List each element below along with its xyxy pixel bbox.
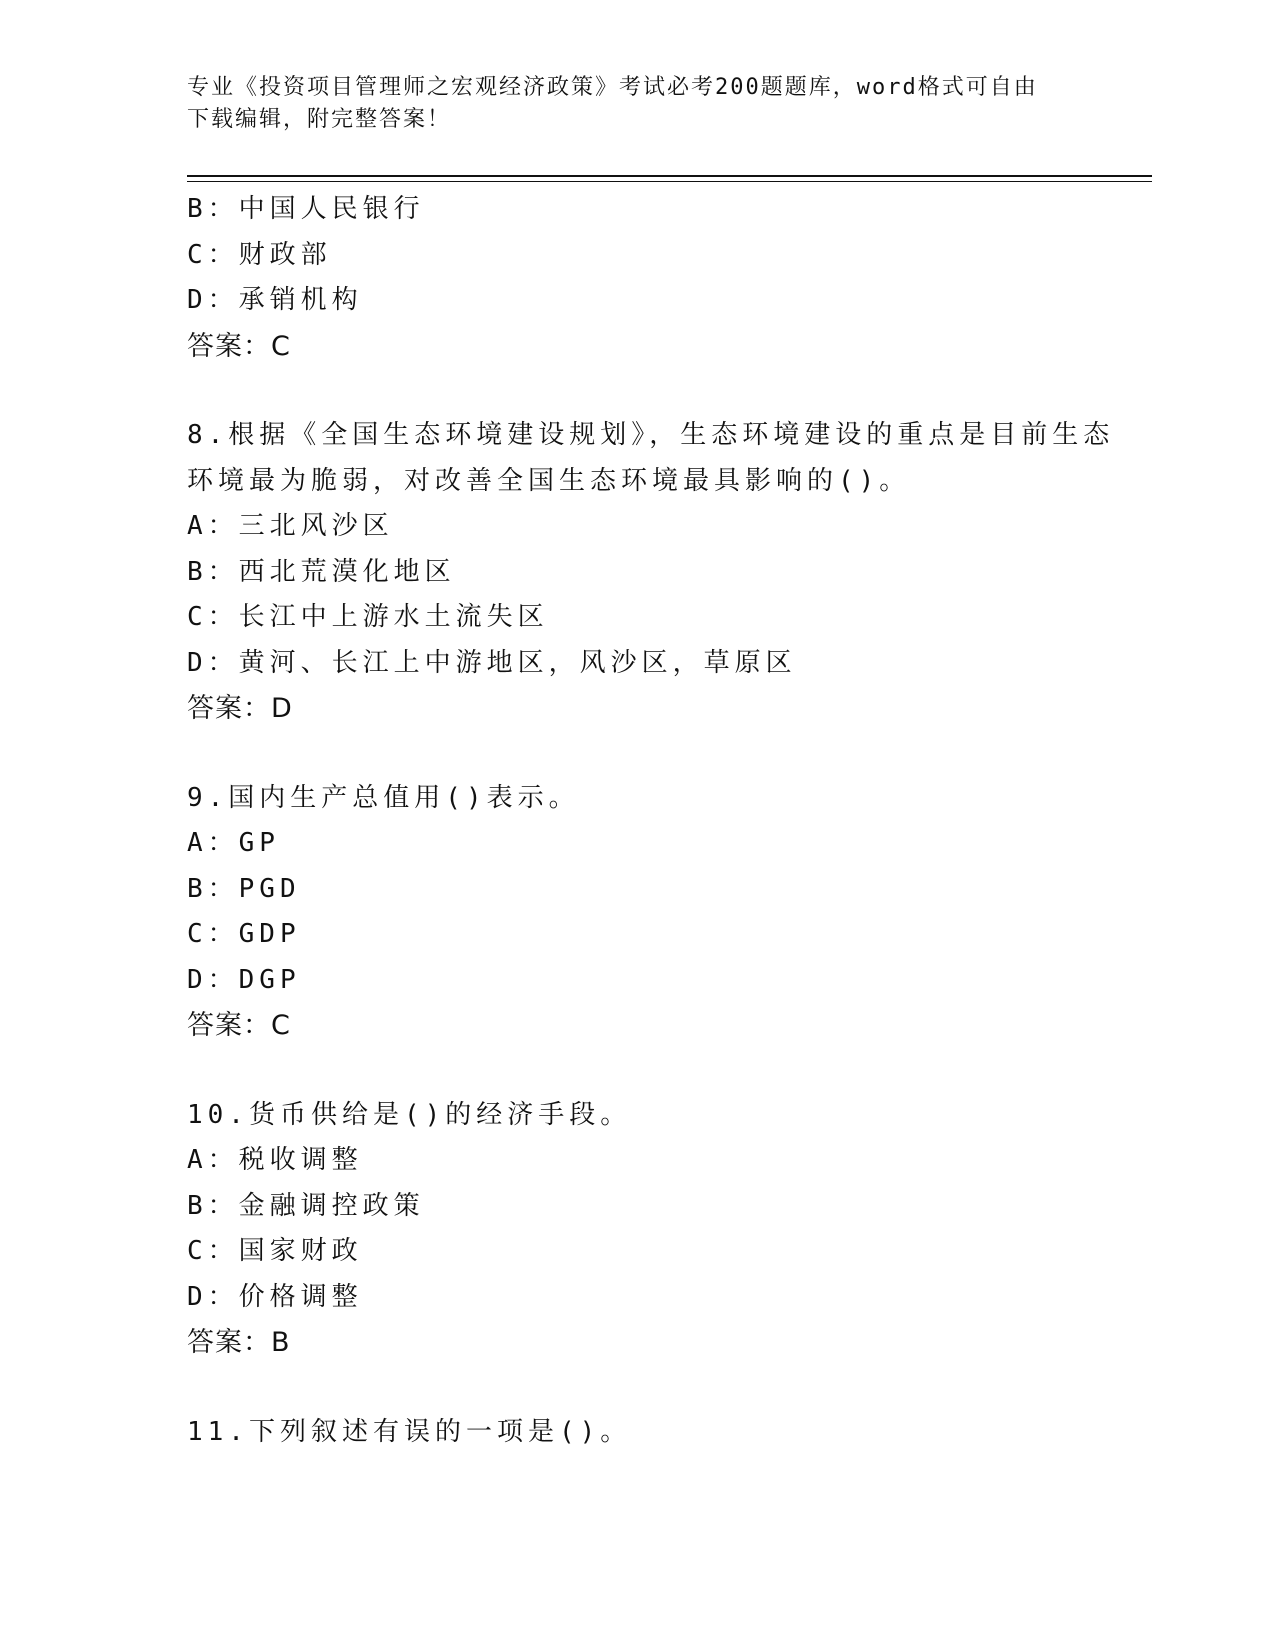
header-line-1: 专业《投资项目管理师之宏观经济政策》考试必考200题题库，word格式可自由 xyxy=(187,75,1038,100)
option-b: B：PGD xyxy=(187,873,301,904)
question-stem: 8.根据《全国生态环境建设规划》，生态环境建设的重点是目前生态 xyxy=(187,420,1115,450)
question-11 xyxy=(187,1410,1087,1456)
option-c: C：国家财政 xyxy=(187,1236,363,1266)
question-9 xyxy=(187,776,1087,1049)
option-b: B：金融调控政策 xyxy=(187,1190,425,1221)
answer: 答案：D xyxy=(187,693,293,724)
question-10 xyxy=(187,1093,1087,1366)
question-8 xyxy=(187,413,1115,732)
option-d: D：黄河、长江上中游地区，风沙区，草原区 xyxy=(187,647,797,678)
question-list xyxy=(187,187,1115,1455)
answer: 答案：B xyxy=(187,1327,291,1358)
header-rule-thick xyxy=(187,175,1152,177)
option-d: D：承销机构 xyxy=(187,285,363,315)
document-header xyxy=(187,72,1067,136)
option-a: A：三北风沙区 xyxy=(187,511,394,541)
question-stem: 9.国内生产总值用()表示。 xyxy=(187,782,580,813)
option-d: D：价格调整 xyxy=(187,1281,363,1312)
header-rule-thin xyxy=(187,181,1152,182)
header-line-2: 下载编辑，附完整答案！ xyxy=(187,107,452,132)
question-stem: 10.货币供给是()的经济手段。 xyxy=(187,1099,632,1130)
question-stem: 环境最为脆弱，对改善全国生态环境最具影响的()。 xyxy=(187,465,911,496)
option-a: A：税收调整 xyxy=(187,1145,363,1175)
option-b: B：西北荒漠化地区 xyxy=(187,556,456,587)
option-a: A：GP xyxy=(187,828,280,858)
answer: 答案：C xyxy=(187,1010,291,1041)
option-c: C：财政部 xyxy=(187,239,332,270)
question-stem: 11.下列叙述有误的一项是()。 xyxy=(187,1416,632,1447)
answer: 答案：C xyxy=(187,330,291,362)
question-7 xyxy=(187,187,1087,369)
option-c: C：GDP xyxy=(187,919,301,949)
option-b: B：中国人民银行 xyxy=(187,194,425,224)
option-d: D：DGP xyxy=(187,964,301,995)
option-c: C：长江中上游水土流失区 xyxy=(187,602,549,632)
